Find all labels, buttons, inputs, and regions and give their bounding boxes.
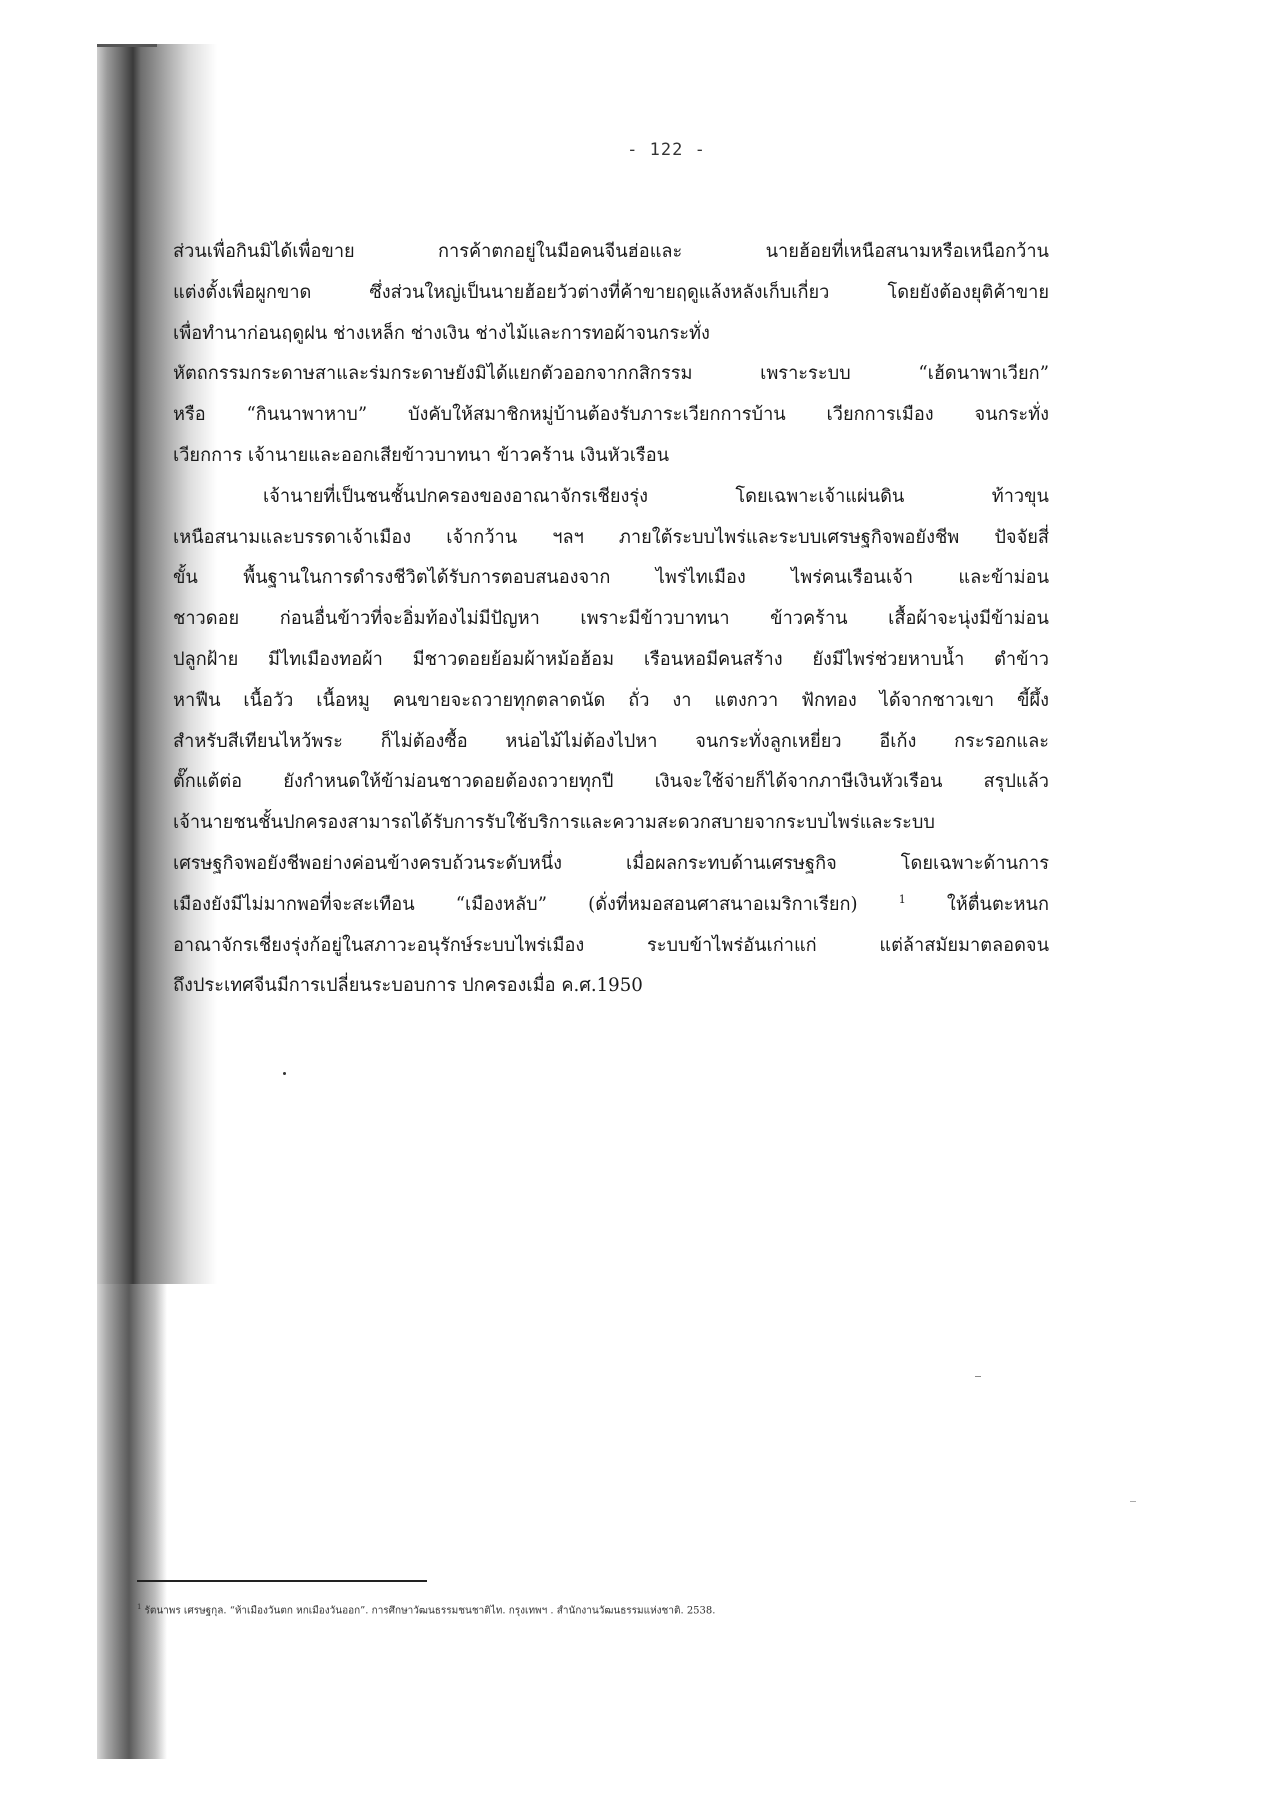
text-line: เพื่อทำนาก่อนฤดูฝน ช่างเหล็ก ช่างเงิน ช่างไม้และการทอผ้าจนกระทั่ง — [173, 322, 710, 344]
scan-speck — [1130, 1501, 1136, 1502]
text-line: หัตถกรรมกระดาษสาและร่มกระดาษยังมิได้แยกตัวออกจากกสิกรรม เพราะระบบ “เฮ้ดนาพาเวียก” — [173, 363, 1049, 385]
text-line: ขั้น พื้นฐานในการดำรงชีวิตได้รับการตอบสนองจาก ไพร่ไทเมือง ไพร่คนเรือนเจ้า และข้าม่อน — [173, 567, 1049, 589]
scan-speck — [283, 1072, 286, 1075]
text-line: ปลูกฝ้าย มีไทเมืองทอผ้า มีชาวดอยย้อมผ้าหม้อฮ้อม เรือนหอมีคนสร้าง ยังมีไพร่ช่วยหาบน้ำ ตำข้าว — [173, 648, 1049, 670]
text-line: สำหรับสีเทียนไหว้พระ ก็ไม่ต้องซื้อ หน่อไม้ไม่ต้องไปหา จนกระทั่งลูกเหยี่ยว อีเก้ง กระรอกและ — [173, 730, 1049, 752]
text-line: เวียกการ เจ้านายและออกเสียข้าวบาทนา ข้าวคร้าน เงินหัวเรือน — [173, 444, 670, 466]
text-line: เจ้านายชนชั้นปกครองสามารถได้รับการรับใช้บริการและความสะดวกสบายจากระบบไพร่และระบบ — [173, 812, 935, 834]
text-line-with-footnote — [173, 885, 1049, 926]
text-line: อาณาจักรเชียงรุ่งก้อยู่ในสภาวะอนุรักษ์ระบบไพร่เมือง ระบบข้าไพร่อันเก่าแก่ แต่ล้าสมัยมาตลอดจน — [173, 934, 1049, 956]
scan-speck — [975, 1376, 981, 1377]
text-line: ถึงประเทศจีนมีการเปลี่ยนระบอบการ ปกครองเมื่อ ค.ศ.1950 — [173, 975, 643, 997]
binding-shadow-lower — [97, 1284, 167, 1759]
paragraph-first-line: เจ้านายที่เป็นชนชั้นปกครองของอาณาจักรเชียงรุ่ง โดยเฉพาะเจ้าแผ่นดิน ท้าวขุน — [263, 485, 1049, 507]
text-line: แต่งตั้งเพื่อผูกขาด ซึ่งส่วนใหญ่เป็นนายฮ้อยวัวต่างที่ค้าขายฤดูแล้งหลังเก็บเกี่ยว โดยยังต้องยุติค้าขาย — [173, 281, 1049, 303]
page-number: - 122 - — [627, 140, 706, 160]
footnote-reference[interactable]: 1 — [898, 892, 906, 906]
text-segment: ให้ตื่นตะหนก — [946, 893, 1049, 915]
binding-top-edge — [97, 44, 157, 47]
footnote-text: รัตนาพร เศรษฐกุล. “ห้าเมืองวันตก หกเมืองวันออก”. การศึกษาวัฒนธรรมชนชาติไท. กรุงเทพฯ . สำนักงานวัฒนธรรมแห่งชาติ. 2538. — [144, 1605, 716, 1617]
text-line: ตั๊กแต้ต่อ ยังกำหนดให้ข้าม่อนชาวดอยต้องถวายทุกปี เงินจะใช้จ่ายก็ได้จากภาษีเงินหัวเรือน สรุปแล้ว — [173, 771, 1049, 793]
text-line: ส่วนเพื่อกินมิได้เพื่อขาย การค้าตกอยู่ในมือคนจีนฮ่อและ นายฮ้อยที่เหนือสนามหรือเหนือกว้าน — [173, 241, 1049, 262]
footnote-mark: 1 — [137, 1603, 142, 1611]
text-line: เศรษฐกิจพอยังชีพอย่างค่อนข้างครบถ้วนระดับหนึ่ง เมื่อผลกระทบด้านเศรษฐกิจ โดยเฉพาะด้านการ — [173, 852, 1049, 874]
footnote-separator — [137, 1580, 427, 1582]
text-line: หรือ “กินนาพาหาบ” บังคับให้สมาชิกหมู่บ้านต้องรับภาระเวียกการบ้าน เวียกการเมือง จนกระทั่ง — [173, 404, 1049, 426]
footnote — [137, 1600, 715, 1618]
text-segment: เมืองยังมีไม่มากพอที่จะสะเทือน “เมืองหลับ” (ดั่งที่หมอสอนศาสนาอเมริกาเรียก) — [173, 893, 858, 915]
body-text — [173, 232, 1049, 1007]
text-line: หาฟืน เนื้อวัว เนื้อหมู คนขายจะถวายทุกตลาดนัด ถั่ว งา แตงกวา ฟักทอง ได้จากชาวเขา ขี้ผึ้ง — [173, 689, 1049, 711]
text-line: เหนือสนามและบรรดาเจ้าเมือง เจ้ากว้าน ฯลฯ ภายใต้ระบบไพร่และระบบเศรษฐกิจพอยังชีพ ปัจจัยสี่ — [173, 526, 1049, 548]
text-line: ชาวดอย ก่อนอื่นข้าวที่จะอิ่มท้องไม่มีปัญหา เพราะมีข้าวบาทนา ข้าวคร้าน เสื้อผ้าจะนุ่งมีข้าม่อน — [173, 608, 1049, 630]
